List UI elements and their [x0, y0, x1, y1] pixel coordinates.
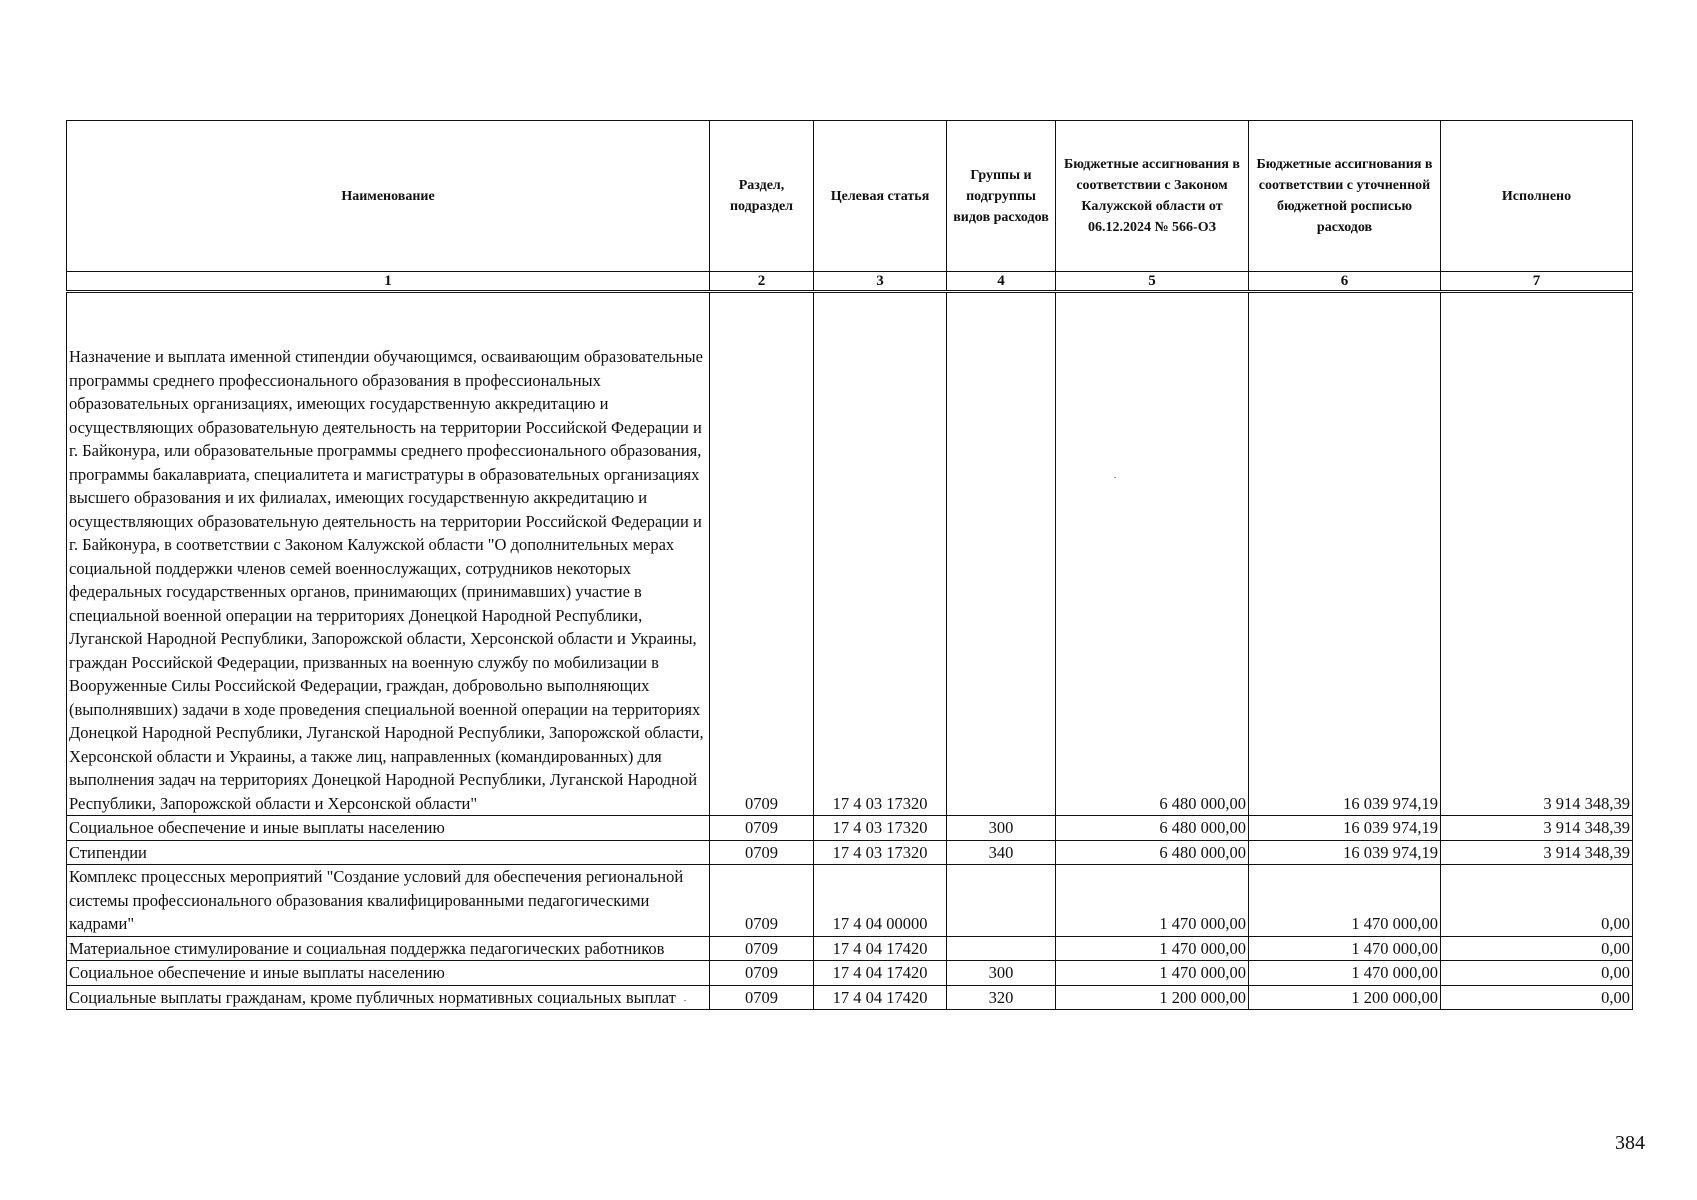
header-refined-allocations: Бюджетные ассигнования в соответствии с уточненной бюджетной росписью расходов — [1249, 121, 1441, 272]
row-law-allocation: 1 470 000,00 — [1056, 961, 1249, 986]
row-section: 0709 — [710, 985, 814, 1010]
row-refined-allocation: 16 039 974,19 — [1249, 816, 1441, 841]
row-name: Социальное обеспечение и иные выплаты населению — [67, 961, 710, 986]
row-law-allocation: 6 480 000,00 — [1056, 840, 1249, 865]
row-section: 0709 — [710, 936, 814, 961]
row-law-allocation: 1 470 000,00 — [1056, 936, 1249, 961]
header-executed: Исполнено — [1441, 121, 1633, 272]
header-name: Наименование — [67, 121, 710, 272]
column-number: 7 — [1441, 272, 1633, 292]
page-number: 384 — [1615, 1132, 1645, 1154]
row-section: 0709 — [710, 292, 814, 816]
row-refined-allocation: 1 470 000,00 — [1249, 936, 1441, 961]
header-law-allocations: Бюджетные ассигнования в соответствии с Законом Калужской области от 06.12.2024 № 566-ОЗ — [1056, 121, 1249, 272]
table-row — [67, 840, 1633, 865]
row-name: Социальное обеспечение и иные выплаты населению — [67, 816, 710, 841]
column-number: 2 — [710, 272, 814, 292]
column-number: 5 — [1056, 272, 1249, 292]
row-name: Материальное стимулирование и социальная поддержка педагогических работников — [67, 936, 710, 961]
row-executed: 0,00 — [1441, 865, 1633, 937]
table-row — [67, 816, 1633, 841]
row-section: 0709 — [710, 961, 814, 986]
row-expense-group: 340 — [947, 840, 1056, 865]
row-name: Комплекс процессных мероприятий "Создание условий для обеспечения региональной системы профессионального образования квалифицированными педагогическими кадрами" — [67, 865, 710, 937]
row-executed: 3 914 348,39 — [1441, 292, 1633, 816]
row-expense-group — [947, 292, 1056, 816]
row-executed: 3 914 348,39 — [1441, 816, 1633, 841]
column-number: 4 — [947, 272, 1056, 292]
header-target-article: Целевая статья — [814, 121, 947, 272]
row-refined-allocation: 16 039 974,19 — [1249, 292, 1441, 816]
row-target-article: 17 4 04 17420 — [814, 961, 947, 986]
table-row — [67, 961, 1633, 986]
scan-speck — [684, 1000, 686, 1001]
row-law-allocation: 6 480 000,00 — [1056, 816, 1249, 841]
row-target-article: 17 4 04 17420 — [814, 936, 947, 961]
table-row — [67, 985, 1633, 1010]
header-expense-group: Группы и подгруппы видов расходов — [947, 121, 1056, 272]
column-number: 1 — [67, 272, 710, 292]
row-law-allocation: 1 200 000,00 — [1056, 985, 1249, 1010]
row-section: 0709 — [710, 865, 814, 937]
column-number: 3 — [814, 272, 947, 292]
row-expense-group: 300 — [947, 961, 1056, 986]
column-number: 6 — [1249, 272, 1441, 292]
row-section: 0709 — [710, 816, 814, 841]
row-executed: 0,00 — [1441, 936, 1633, 961]
scan-speck — [1114, 477, 1116, 478]
table-row — [67, 936, 1633, 961]
row-target-article: 17 4 03 17320 — [814, 840, 947, 865]
header-section: Раздел, подраздел — [710, 121, 814, 272]
row-name: Назначение и выплата именной стипендии обучающимся, осваивающим образовательные программы среднего профессионального образования в профессиональных образовательных организациях, имеющих государственную аккредитацию и осуществляющих образовательную деятельность на территории Российской Федерации и г. Байконура, или образовательные программы среднего профессионального образования, программы бакалавриата, специалитета и магистратуры в образовательных организациях высшего образования и их филиалах, имеющих государственную аккредитацию и осуществляющих образовательную деятельность на территории Российской Федерации и г. Байконура, в соответствии с Законом Калужской области "О дополнительных мерах социальной поддержки членов семей военнослужащих, сотрудников некоторых федеральных государственных органов, принимающих (принимавших) участие в специальной военной операции на территориях Донецкой Народной Республики, Луганской Народной Республики, Запорожской области, Херсонской области и Украины, граждан Российской Федерации, призванных на военную службу по мобилизации в Вооруженные Силы Российской Федерации, граждан, добровольно выполняющих (выполнявших) задачи в ходе проведения специальной военной операции на территориях Донецкой Народной Республики, Луганской Народной Республики, Запорожской области, Херсонской области и Украины, а также лиц, направленных (командированных) для выполнения задач на территориях Донецкой Народной Республики, Луганской Народной Республики, Запорожской области и Херсонской области" — [67, 292, 710, 816]
row-target-article: 17 4 04 00000 — [814, 865, 947, 937]
row-name: Стипендии — [67, 840, 710, 865]
row-target-article: 17 4 03 17320 — [814, 816, 947, 841]
row-expense-group — [947, 936, 1056, 961]
row-name: Социальные выплаты гражданам, кроме публичных нормативных социальных выплат — [67, 985, 710, 1010]
row-executed: 0,00 — [1441, 985, 1633, 1010]
budget-table — [66, 120, 1633, 1010]
row-refined-allocation: 1 200 000,00 — [1249, 985, 1441, 1010]
row-law-allocation: 6 480 000,00 — [1056, 292, 1249, 816]
row-target-article: 17 4 03 17320 — [814, 292, 947, 816]
row-executed: 0,00 — [1441, 961, 1633, 986]
header-row — [67, 121, 1633, 272]
row-expense-group: 320 — [947, 985, 1056, 1010]
row-refined-allocation: 1 470 000,00 — [1249, 961, 1441, 986]
column-number-row — [67, 272, 1633, 292]
row-refined-allocation: 16 039 974,19 — [1249, 840, 1441, 865]
row-refined-allocation: 1 470 000,00 — [1249, 865, 1441, 937]
row-executed: 3 914 348,39 — [1441, 840, 1633, 865]
row-law-allocation: 1 470 000,00 — [1056, 865, 1249, 937]
row-section: 0709 — [710, 840, 814, 865]
row-expense-group: 300 — [947, 816, 1056, 841]
row-target-article: 17 4 04 17420 — [814, 985, 947, 1010]
row-expense-group — [947, 865, 1056, 937]
table-row — [67, 865, 1633, 937]
table-row — [67, 292, 1633, 816]
